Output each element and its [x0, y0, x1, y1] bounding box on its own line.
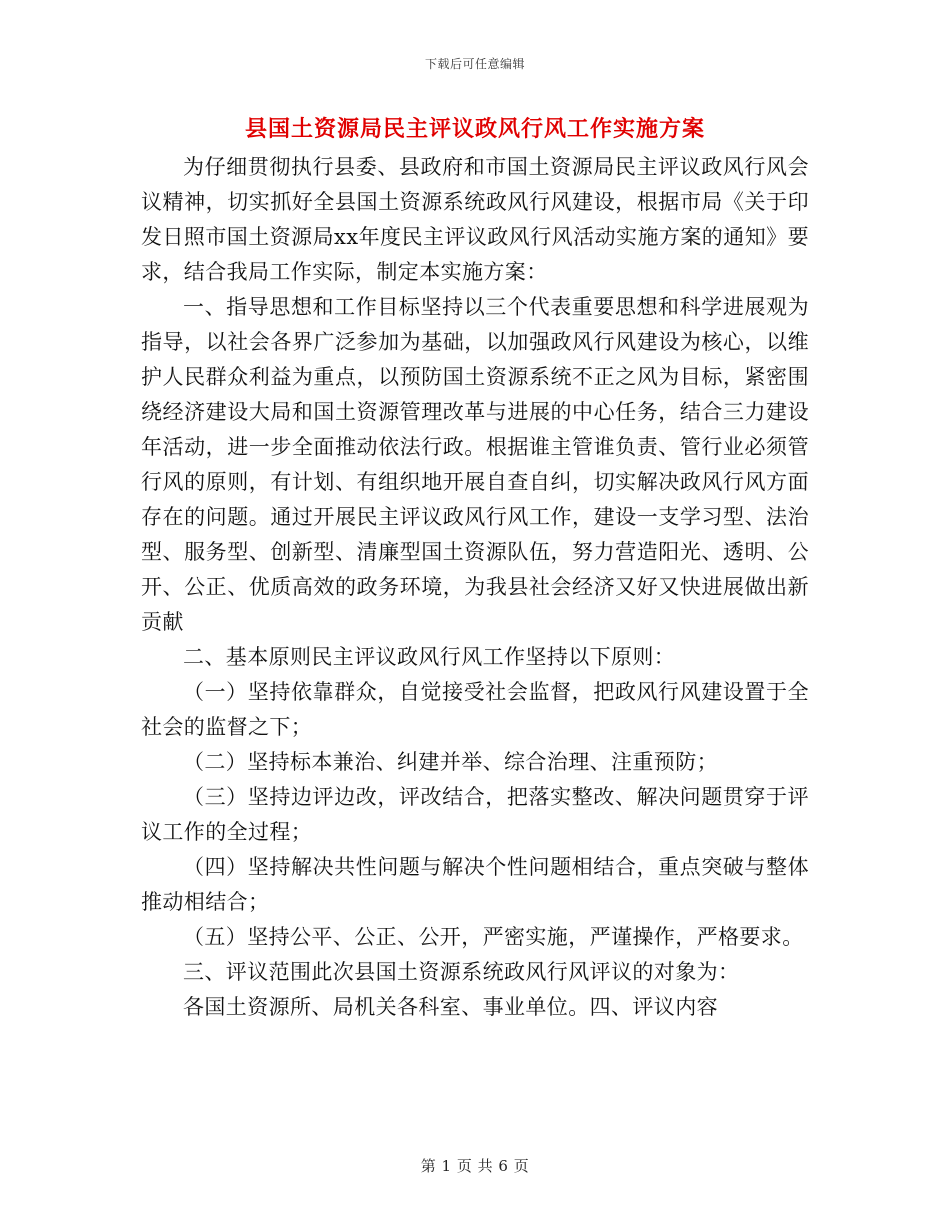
- paragraph-principle-1: （一）坚持依靠群众，自觉接受社会监督，把政风行风建设置于全社会的监督之下；: [141, 680, 809, 739]
- document-title: 县国土资源局民主评议政风行风工作实施方案: [244, 116, 705, 142]
- paragraph-section-2: 二、基本原则民主评议政风行风工作坚持以下原则：: [183, 645, 676, 669]
- paragraph-principle-3: （三）坚持边评边改，评改结合，把落实整改、解决问题贯穿于评议工作的全过程；: [141, 785, 809, 844]
- paragraph-principle-4: （四）坚持解决共性问题与解决个性问题相结合，重点突破与整体推动相结合；: [141, 855, 809, 914]
- paragraph-section-1: 一、指导思想和工作目标坚持以三个代表重要思想和科学进展观为指导，以社会各界广泛参加为基础，以加强政风行风建设为核心，以维护人民群众利益为重点，以预防国土资源系统不正之风为目标，紧密围绕经济建设大局和国土资源管理改革与进展的中心任务，结合三力建设年活动，进一步全面推动依法行政。根据谁主管谁负责、管行业必须管行风的原则，有计划、有组织地开展自查自纠，切实解决政风行风方面存在的问题。通过开展民主评议政风行风工作，建设一支学习型、法治型、服务型、创新型、清廉型国土资源队伍，努力营造阳光、透明、公开、公正、优质高效的政务环境，为我县社会经济又好又快进展做出新贡献: [141, 295, 809, 634]
- page-indicator: 第 1 页 共 6 页: [420, 1157, 530, 1175]
- document-body: [141, 150, 809, 1025]
- paragraph-scope: 各国土资源所、局机关各科室、事业单位。四、评议内容: [183, 995, 718, 1019]
- paragraph-section-3: 三、评议范围此次县国土资源系统政风行风评议的对象为：: [183, 960, 740, 984]
- paragraph-principle-5: （五）坚持公平、公正、公开，严密实施，严谨操作，严格要求。: [183, 925, 804, 949]
- paragraph-principle-2: （二）坚持标本兼治、纠建并举、综合治理、注重预防；: [183, 750, 718, 774]
- header-note: 下载后可任意编辑: [424, 57, 525, 71]
- paragraph-intro: 为仔细贯彻执行县委、县政府和市国土资源局民主评议政风行风会议精神，切实抓好全县国土资源系统政风行风建设，根据市局《关于印发日照市国土资源局xx年度民主评议政风行风活动实施方案的通知》要求，结合我局工作实际，制定本实施方案：: [141, 155, 809, 284]
